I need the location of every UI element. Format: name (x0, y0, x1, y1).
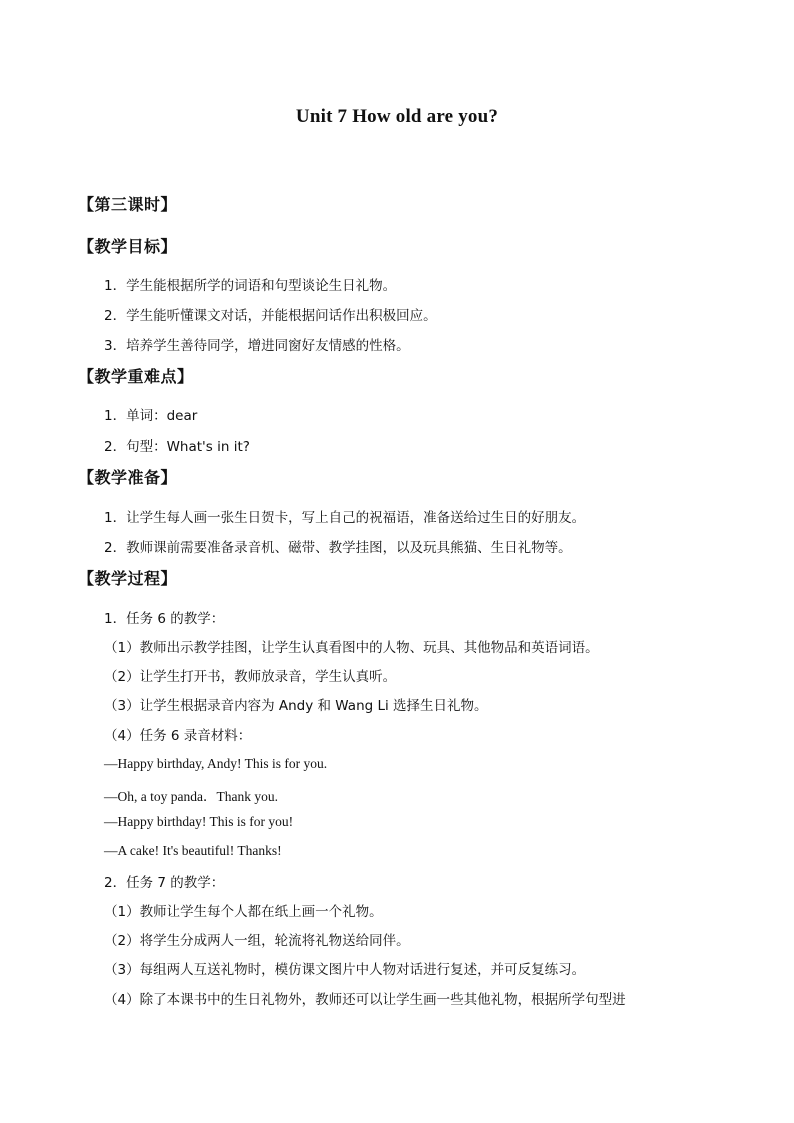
task7-step-4: （4）除了本课书中的生日礼物外，教师还可以让学生画一些其他礼物，根据所学句型进 (104, 992, 626, 1008)
objectives-heading: 【教学目标】 (78, 237, 178, 256)
key-point-item-1: 1．单词：dear (104, 408, 198, 424)
preparation-heading: 【教学准备】 (78, 468, 178, 487)
key-point-item-2: 2．句型：What's in it? (104, 439, 250, 455)
dialog-line-4: —A cake! It's beautiful! Thanks! (104, 843, 282, 858)
lesson-label: 【第三课时】 (78, 195, 178, 214)
objective-item-2: 2．学生能听懂课文对话，并能根据问话作出积极回应。 (104, 308, 437, 324)
dialog-line-2: —Oh, a toy panda．Thank you. (104, 789, 278, 804)
document-title: Unit 7 How old are you? (295, 106, 499, 127)
preparation-item-1: 1．让学生每人画一张生日贺卡，写上自己的祝福语，准备送给过生日的好朋友。 (104, 510, 586, 526)
task6-step-2: （2）让学生打开书，教师放录音，学生认真听。 (104, 669, 397, 685)
task6-step-3: （3）让学生根据录音内容为 Andy 和 Wang Li 选择生日礼物。 (104, 698, 488, 714)
task6-step-1: （1）教师出示教学挂图，让学生认真看图中的人物、玩具、其他物品和英语词语。 (104, 640, 599, 656)
task7-step-2: （2）将学生分成两人一组，轮流将礼物送给同伴。 (104, 933, 410, 949)
objective-item-3: 3．培养学生善待同学，增进同窗好友情感的性格。 (104, 338, 410, 354)
task7-title: 2．任务 7 的教学： (104, 875, 225, 891)
dialog-line-3: —Happy birthday! This is for you! (104, 814, 294, 829)
task7-step-3: （3）每组两人互送礼物时，模仿课文图片中人物对话进行复述，并可反复练习。 (104, 962, 586, 978)
task7-step-1: （1）教师让学生每个人都在纸上画一个礼物。 (104, 904, 383, 920)
task6-title: 1．任务 6 的教学： (104, 611, 225, 627)
preparation-item-2: 2．教师课前需要准备录音机、磁带、教学挂图，以及玩具熊猫、生日礼物等。 (104, 540, 572, 556)
task6-step-4: （4）任务 6 录音材料： (104, 728, 252, 744)
process-heading: 【教学过程】 (78, 569, 178, 588)
objective-item-1: 1．学生能根据所学的词语和句型谈论生日礼物。 (104, 278, 397, 294)
key-points-heading: 【教学重难点】 (78, 367, 194, 386)
dialog-line-1: —Happy birthday, Andy! This is for you. (104, 756, 328, 771)
